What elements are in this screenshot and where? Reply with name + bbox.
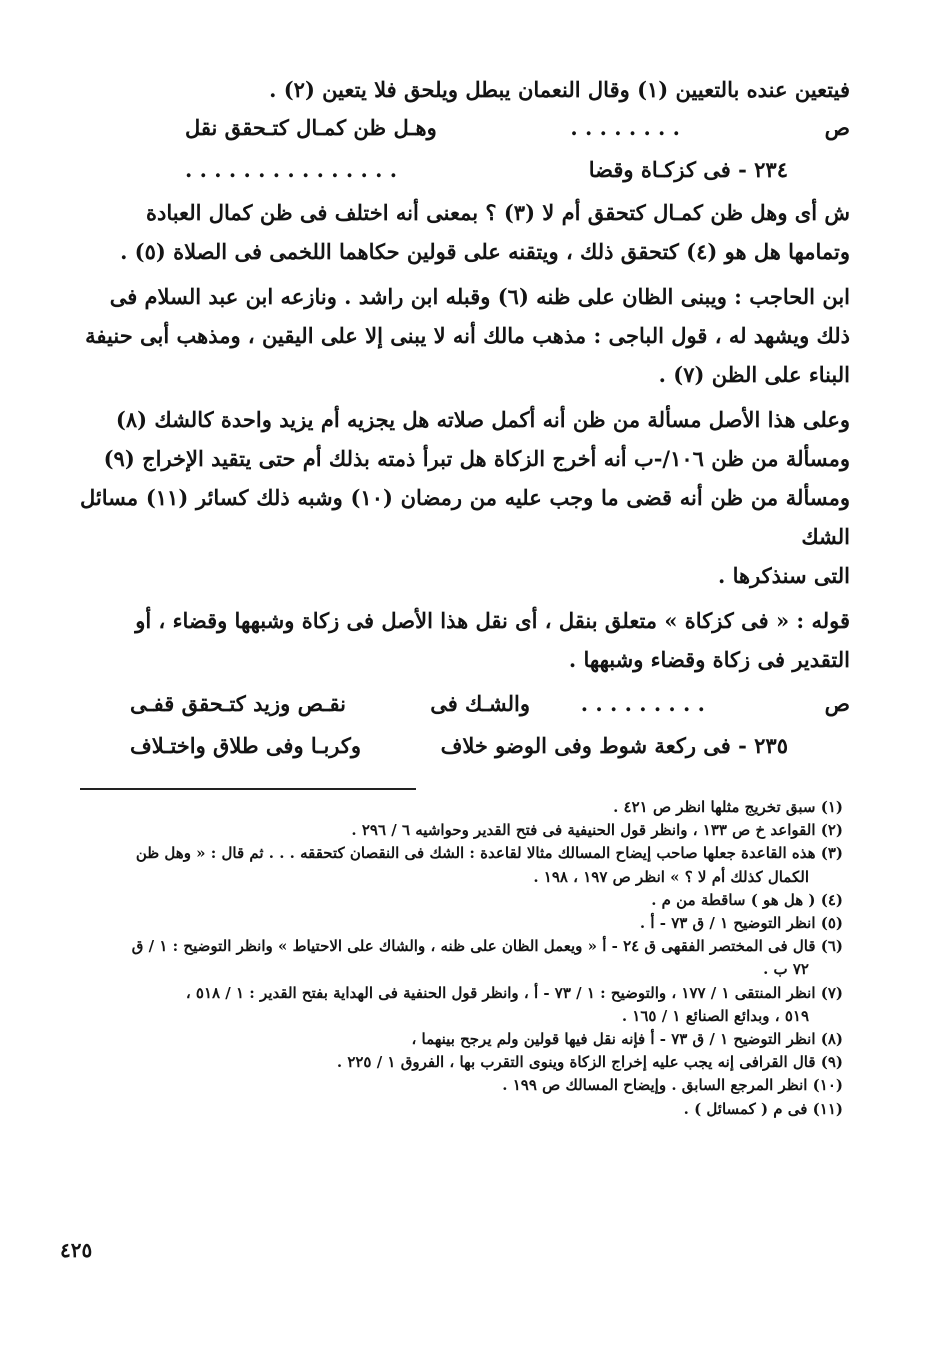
footnote: (٩) قال القرافى إنه يجب عليه إخراج الزكاة وينوى التقرب بها ، الفروق ١ / ٢٢٥ . [336,1053,843,1072]
footnote-continuation: ٥١٩ ، وبدائع الصنائع ١ / ١٦٥ . [621,1006,809,1025]
verse-line [80,685,850,727]
footnote: (١١) فى م ( كمسائل ) . [683,1099,843,1118]
paragraph-line: وتمامها هل هو (٤) كتحقق ذلك ، ويتقنه على قولين حكاهما اللخمى فى الصلاة (٥) . [120,239,850,264]
verse-dots: . . . . . . . . . [580,691,705,716]
paragraph [80,601,850,679]
paragraph [80,193,850,271]
verse-hemistich: وكربـا وفى طلاق واختـلاف [130,733,362,758]
paragraph-line: قوله : « فى كزكاة » متعلق بنقل ، أى نقل هذا الأصل فى زكاة وشبهها وقضاء ، أو [135,608,850,633]
footnote: (٣) هذه القاعدة جعلها صاحب إيضاح المسالك مثالا لقاعدة : الشك فى النقصان كتحققه . . . ثم قال : « وهل ظن الكمال كذلك أم لا ؟ » انظر ص ١٩٧ ، ١٩٨ . [75,842,843,888]
text-line: فيتعين عنده بالتعيين (١) وقال النعمان يبطل ويلحق فلا يتعين (٢) . [269,77,850,102]
verse-dots: . . . . . . . . [570,115,680,140]
footnote-continuation: ٧٢ ب . [763,960,809,979]
footnote: (٢) القواعد خ ص ١٣٣ ، وانظر قول الحنيفية فى فتح القدير وحواشيه ٦ / ٢٩٦ . [351,821,843,840]
verse-marker: ص [824,115,850,140]
paragraph-line: ش أى وهل ظن كمـال كتحقق أم لا (٣) ؟ بمعنى أنه اختلف فى ظن كمال العبادة [145,200,850,225]
verse-word: والشـك فى [430,691,530,716]
paragraph-line: ومسألة من ظن أنه قضى ما وجب عليه من رمضان (١٠) وشبه ذلك كسائر (١١) مسائل الشك [80,485,850,549]
paragraph-line: البناء على الظن (٧) . [658,362,850,387]
footnote: (١٠) انظر المرجع السابق . وإيضاح المسالك ص ١٩٩ . [502,1076,843,1095]
footnotes [75,796,843,1121]
paragraph [80,277,850,394]
paragraph-line: ومسألة من ظن ١٠٦/-ب أنه أخرج الزكاة هل تبرأ ذمته بذلك أم حتى يتقيد الإخراج (٩) [103,446,850,471]
paragraph-line: ابن الحاجب : ويبنى الظان على ظنه (٦) وقبله ابن راشد . ونازعه ابن عبد السلام فى [109,284,850,309]
verse-hemistich: ٢٣٤ - فى كزكـاة وقضا [588,157,788,182]
verse-hemistich: نقـص وزيد كتـحقق قفـى [130,691,346,716]
footnote: (٤) ( هل هو ) ساقطة من م . [651,890,843,909]
footnote: (٧) انظر المنتقى ١ / ١٧٧ ، والتوضيح : ١ / ٧٣ - أ ، وانظر قول الحنفية فى الهداية بفتح القدير : ١ / ٥١٨ ، ٥١٩ ، وبدائع الصنائع ١ / ١٦٥ . [75,982,843,1028]
verse-line [80,109,850,151]
footnote: (٨) انظر التوضيح ١ / ق ٧٣ - أ فإنه نقل فيها قولين ولم يرجح بينهما ، [411,1030,843,1049]
verse-marker: ص [824,691,850,716]
main-text [80,70,850,769]
paragraph-line: التى سنذكرها . [717,563,850,588]
verse-line [80,727,850,769]
footnote: (٦) قال فى المختصر الفقهى ق ٢٤ - أ « ويعمل الظان على ظنه ، والشاك على الاحتياط » وانظر التوضيح : ١ / ق ٧٢ ب . [75,935,843,981]
page-number: ٤٢٥ [60,1238,93,1262]
footnote: (١) سبق تخريج مثلها انظر ص ٤٢١ . [613,798,843,816]
paragraph-line: وعلى هذا الأصل مسألة من ظن أنه أكمل صلاته هل يجزيه أم يزيد واحدة كالشك (٨) [115,407,850,432]
verse-line [80,151,850,193]
paragraph-line: ذلك ويشهد له ، قول الباجى : مذهب مالك أنه لا يبنى إلا على اليقين ، ومذهب أبى حنيفة [85,323,850,348]
verse-hemistich: وهـل ظن كمـال كتـحقق نقل [185,115,437,140]
footnote: (٥) انظر التوضيح ١ / ق ٧٣ - أ . [639,914,843,933]
verse-hemistich: ٢٣٥ - فى ركعة شوط وفى الوضو خلاف [440,733,788,758]
footnote-divider [80,788,416,790]
verse-dots: . . . . . . . . . . . . . . . [185,157,398,182]
footnote-continuation: الكمال كذلك أم لا ؟ » انظر ص ١٩٧ ، ١٩٨ . [533,867,809,886]
paragraph-line: التقدير فى زكاة وقضاء وشبهها . [568,647,850,672]
paragraph [80,400,850,595]
